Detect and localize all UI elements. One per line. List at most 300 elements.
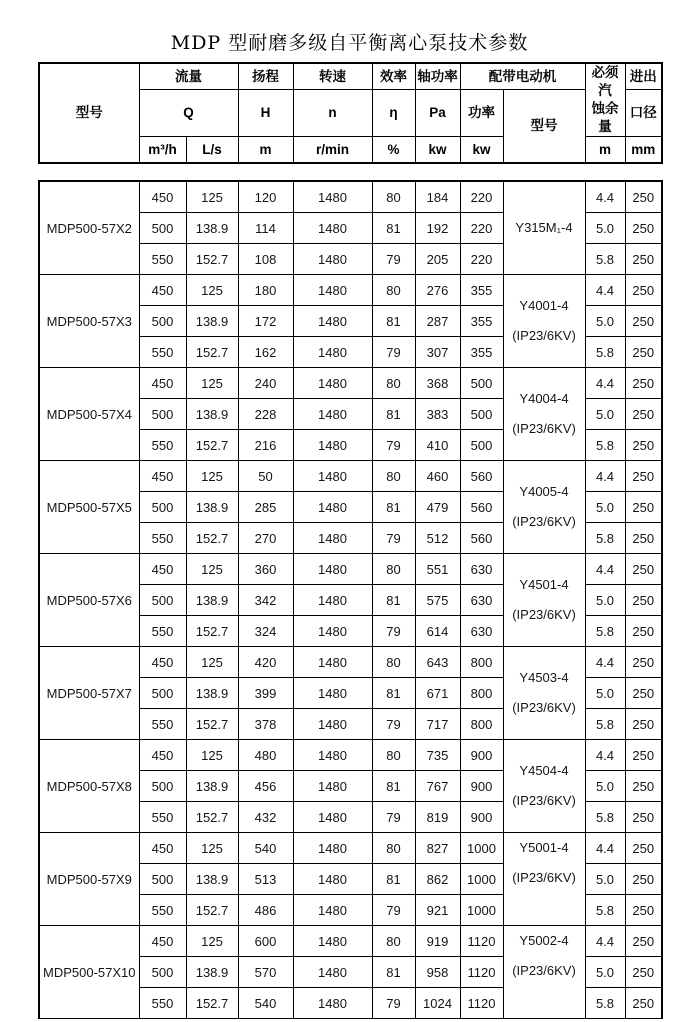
cell-q_ls: 138.9 — [186, 771, 238, 802]
header-efficiency: 效率 — [372, 63, 415, 90]
header-unit-m3h: m³/h — [139, 137, 186, 164]
cell-pa_kw: 671 — [415, 678, 460, 709]
cell-pa_kw: 287 — [415, 306, 460, 337]
header-unit-dn-mm: mm — [625, 137, 662, 164]
cell-npsh_m: 5.0 — [585, 864, 625, 895]
header-shaft-power: 轴功率 — [415, 63, 460, 90]
cell-q_m3h: 550 — [139, 523, 186, 554]
header-unit-pct: % — [372, 137, 415, 164]
cell-q_m3h: 500 — [139, 957, 186, 988]
cell-dn_mm: 250 — [625, 275, 662, 306]
cell-speed_rpm: 1480 — [293, 926, 372, 957]
cell-head_m: 228 — [238, 399, 293, 430]
cell-pa_kw: 827 — [415, 833, 460, 864]
cell-dn_mm: 250 — [625, 988, 662, 1019]
motor-model-line: Y4001-4 — [519, 298, 569, 313]
cell-head_m: 120 — [238, 181, 293, 213]
spec-table-header — [38, 62, 663, 164]
cell-dn_mm: 250 — [625, 554, 662, 585]
motor-model-line: Y5002-4 — [519, 933, 569, 948]
cell-npsh_m: 4.4 — [585, 647, 625, 678]
header-port-line2: 口径 — [625, 90, 662, 137]
cell-head_m: 114 — [238, 213, 293, 244]
cell-eta_pct: 81 — [372, 213, 415, 244]
cell-pa_kw: 614 — [415, 616, 460, 647]
cell-head_m: 600 — [238, 926, 293, 957]
cell-motor_kw: 900 — [460, 802, 503, 833]
motor-model-line: Y4004-4 — [519, 391, 569, 406]
cell-q_ls: 125 — [186, 275, 238, 306]
table-row — [39, 647, 662, 678]
cell-motor_kw: 1120 — [460, 957, 503, 988]
cell-eta_pct: 81 — [372, 492, 415, 523]
cell-pa_kw: 205 — [415, 244, 460, 275]
header-motor: 配带电动机 — [460, 63, 585, 90]
table-row — [39, 461, 662, 492]
cell-speed_rpm: 1480 — [293, 957, 372, 988]
motor-model-line: (IP23/6KV) — [512, 963, 576, 978]
cell-npsh_m: 4.4 — [585, 368, 625, 399]
cell-eta_pct: 79 — [372, 709, 415, 740]
cell-head_m: 216 — [238, 430, 293, 461]
motor-model-line: Y4005-4 — [519, 484, 569, 499]
cell-q_m3h: 550 — [139, 244, 186, 275]
cell-speed_rpm: 1480 — [293, 275, 372, 306]
cell-eta_pct: 81 — [372, 399, 415, 430]
cell-pa_kw: 307 — [415, 337, 460, 368]
cell-head_m: 540 — [238, 833, 293, 864]
cell-head_m: 342 — [238, 585, 293, 616]
cell-motor_kw: 560 — [460, 461, 503, 492]
cell-pa_kw: 184 — [415, 181, 460, 213]
cell-pump-model: MDP500-57X4 — [39, 368, 139, 461]
header-npsh — [585, 63, 625, 137]
cell-speed_rpm: 1480 — [293, 492, 372, 523]
cell-dn_mm: 250 — [625, 306, 662, 337]
cell-q_m3h: 450 — [139, 181, 186, 213]
cell-pump-model: MDP500-57X2 — [39, 181, 139, 275]
page-title: MDP 型耐磨多级自平衡离心泵技术参数 — [170, 32, 529, 54]
cell-dn_mm: 250 — [625, 213, 662, 244]
cell-q_m3h: 450 — [139, 647, 186, 678]
table-row — [39, 833, 662, 864]
cell-motor-model — [503, 368, 585, 461]
cell-eta_pct: 80 — [372, 461, 415, 492]
cell-dn_mm: 250 — [625, 926, 662, 957]
cell-speed_rpm: 1480 — [293, 368, 372, 399]
cell-q_ls: 138.9 — [186, 864, 238, 895]
cell-q_m3h: 500 — [139, 213, 186, 244]
header-row-1 — [39, 63, 662, 90]
cell-speed_rpm: 1480 — [293, 895, 372, 926]
motor-model-line: Y5001-4 — [519, 840, 569, 855]
header-head-symbol: H — [238, 90, 293, 137]
cell-q_m3h: 550 — [139, 616, 186, 647]
cell-pump-model: MDP500-57X8 — [39, 740, 139, 833]
cell-q_m3h: 500 — [139, 585, 186, 616]
cell-motor_kw: 355 — [460, 275, 503, 306]
cell-pa_kw: 368 — [415, 368, 460, 399]
cell-q_ls: 138.9 — [186, 957, 238, 988]
cell-pump-model: MDP500-57X6 — [39, 554, 139, 647]
cell-eta_pct: 81 — [372, 678, 415, 709]
cell-eta_pct: 79 — [372, 616, 415, 647]
header-unit-pa-kw: kw — [415, 137, 460, 164]
header-head: 扬程 — [238, 63, 293, 90]
cell-head_m: 50 — [238, 461, 293, 492]
cell-speed_rpm: 1480 — [293, 864, 372, 895]
cell-speed_rpm: 1480 — [293, 802, 372, 833]
cell-npsh_m: 5.8 — [585, 337, 625, 368]
header-unit-motor-kw: kw — [460, 137, 503, 164]
cell-q_m3h: 550 — [139, 895, 186, 926]
cell-pa_kw: 919 — [415, 926, 460, 957]
table-wrapper — [38, 62, 661, 1019]
cell-npsh_m: 5.8 — [585, 430, 625, 461]
cell-eta_pct: 80 — [372, 740, 415, 771]
cell-dn_mm: 250 — [625, 740, 662, 771]
cell-eta_pct: 79 — [372, 430, 415, 461]
cell-q_ls: 152.7 — [186, 988, 238, 1019]
table-row — [39, 926, 662, 957]
cell-pa_kw: 512 — [415, 523, 460, 554]
cell-eta_pct: 81 — [372, 585, 415, 616]
cell-motor_kw: 500 — [460, 430, 503, 461]
cell-q_m3h: 450 — [139, 740, 186, 771]
cell-pump-model: MDP500-57X5 — [39, 461, 139, 554]
cell-dn_mm: 250 — [625, 368, 662, 399]
cell-motor_kw: 800 — [460, 709, 503, 740]
motor-model-line: Y4504-4 — [519, 763, 569, 778]
cell-head_m: 570 — [238, 957, 293, 988]
cell-q_ls: 152.7 — [186, 337, 238, 368]
cell-q_m3h: 450 — [139, 554, 186, 585]
cell-dn_mm: 250 — [625, 585, 662, 616]
header-npsh-line2: 蚀余量 — [591, 101, 619, 134]
cell-q_ls: 125 — [186, 181, 238, 213]
cell-speed_rpm: 1480 — [293, 306, 372, 337]
cell-motor_kw: 1120 — [460, 988, 503, 1019]
header-shaft-power-symbol: Pa — [415, 90, 460, 137]
cell-speed_rpm: 1480 — [293, 833, 372, 864]
cell-q_ls: 138.9 — [186, 585, 238, 616]
cell-q_m3h: 500 — [139, 306, 186, 337]
cell-head_m: 456 — [238, 771, 293, 802]
cell-q_ls: 125 — [186, 554, 238, 585]
cell-npsh_m: 5.8 — [585, 244, 625, 275]
header-port-line1: 进出 — [625, 63, 662, 90]
motor-model-line: (IP23/6KV) — [512, 607, 576, 622]
cell-motor-model — [503, 461, 585, 554]
cell-dn_mm: 250 — [625, 492, 662, 523]
cell-head_m: 432 — [238, 802, 293, 833]
cell-q_ls: 138.9 — [186, 678, 238, 709]
motor-model-line: (IP23/6KV) — [512, 421, 576, 436]
cell-motor-model — [503, 926, 585, 1019]
header-efficiency-symbol: η — [372, 90, 415, 137]
header-flow: 流量 — [139, 63, 238, 90]
header-speed-symbol: n — [293, 90, 372, 137]
cell-motor_kw: 1000 — [460, 864, 503, 895]
cell-dn_mm: 250 — [625, 709, 662, 740]
cell-motor_kw: 355 — [460, 337, 503, 368]
cell-motor_kw: 220 — [460, 213, 503, 244]
motor-model-line: (IP23/6KV) — [512, 700, 576, 715]
cell-speed_rpm: 1480 — [293, 337, 372, 368]
cell-dn_mm: 250 — [625, 244, 662, 275]
cell-motor-model — [503, 647, 585, 740]
header-model: 型号 — [39, 63, 139, 163]
cell-eta_pct: 80 — [372, 833, 415, 864]
cell-npsh_m: 5.8 — [585, 988, 625, 1019]
cell-head_m: 378 — [238, 709, 293, 740]
cell-pa_kw: 958 — [415, 957, 460, 988]
cell-npsh_m: 5.8 — [585, 895, 625, 926]
cell-dn_mm: 250 — [625, 802, 662, 833]
cell-npsh_m: 5.8 — [585, 709, 625, 740]
cell-head_m: 162 — [238, 337, 293, 368]
cell-pa_kw: 575 — [415, 585, 460, 616]
header-speed: 转速 — [293, 63, 372, 90]
cell-speed_rpm: 1480 — [293, 709, 372, 740]
cell-speed_rpm: 1480 — [293, 585, 372, 616]
cell-q_m3h: 550 — [139, 988, 186, 1019]
cell-eta_pct: 81 — [372, 771, 415, 802]
cell-npsh_m: 5.8 — [585, 616, 625, 647]
cell-q_m3h: 550 — [139, 709, 186, 740]
cell-motor_kw: 500 — [460, 368, 503, 399]
cell-motor-model — [503, 275, 585, 368]
table-row — [39, 554, 662, 585]
cell-q_ls: 138.9 — [186, 399, 238, 430]
cell-q_m3h: 500 — [139, 678, 186, 709]
cell-motor_kw: 630 — [460, 585, 503, 616]
cell-head_m: 240 — [238, 368, 293, 399]
cell-q_m3h: 500 — [139, 492, 186, 523]
cell-q_m3h: 450 — [139, 461, 186, 492]
cell-speed_rpm: 1480 — [293, 616, 372, 647]
cell-q_m3h: 500 — [139, 864, 186, 895]
cell-pump-model: MDP500-57X9 — [39, 833, 139, 926]
cell-motor_kw: 630 — [460, 554, 503, 585]
header-unit-ls: L/s — [186, 137, 238, 164]
motor-model-line: (IP23/6KV) — [512, 793, 576, 808]
cell-dn_mm: 250 — [625, 833, 662, 864]
header-motor-model: 型号 — [503, 90, 585, 164]
table-row — [39, 275, 662, 306]
cell-q_ls: 138.9 — [186, 213, 238, 244]
cell-pa_kw: 383 — [415, 399, 460, 430]
cell-q_ls: 138.9 — [186, 492, 238, 523]
cell-q_ls: 138.9 — [186, 306, 238, 337]
table-gap — [38, 164, 661, 180]
cell-npsh_m: 5.8 — [585, 523, 625, 554]
cell-eta_pct: 79 — [372, 895, 415, 926]
cell-motor_kw: 355 — [460, 306, 503, 337]
cell-q_m3h: 550 — [139, 337, 186, 368]
cell-dn_mm: 250 — [625, 895, 662, 926]
cell-q_ls: 125 — [186, 461, 238, 492]
cell-motor-model — [503, 740, 585, 833]
cell-speed_rpm: 1480 — [293, 244, 372, 275]
cell-dn_mm: 250 — [625, 461, 662, 492]
cell-q_m3h: 450 — [139, 926, 186, 957]
cell-pa_kw: 643 — [415, 647, 460, 678]
cell-pa_kw: 767 — [415, 771, 460, 802]
cell-q_m3h: 550 — [139, 802, 186, 833]
cell-motor_kw: 1000 — [460, 833, 503, 864]
cell-speed_rpm: 1480 — [293, 213, 372, 244]
cell-speed_rpm: 1480 — [293, 554, 372, 585]
cell-motor-model — [503, 554, 585, 647]
cell-head_m: 270 — [238, 523, 293, 554]
cell-dn_mm: 250 — [625, 957, 662, 988]
cell-dn_mm: 250 — [625, 678, 662, 709]
spec-table-rows — [39, 181, 662, 1019]
cell-head_m: 108 — [238, 244, 293, 275]
cell-motor-model — [503, 181, 585, 275]
cell-npsh_m: 5.0 — [585, 585, 625, 616]
cell-eta_pct: 80 — [372, 926, 415, 957]
cell-q_m3h: 550 — [139, 430, 186, 461]
cell-head_m: 180 — [238, 275, 293, 306]
motor-model-line: (IP23/6KV) — [512, 870, 576, 885]
cell-dn_mm: 250 — [625, 771, 662, 802]
cell-q_m3h: 500 — [139, 399, 186, 430]
cell-eta_pct: 80 — [372, 554, 415, 585]
header-unit-npsh-m: m — [585, 137, 625, 164]
cell-dn_mm: 250 — [625, 399, 662, 430]
cell-q_m3h: 450 — [139, 833, 186, 864]
cell-pa_kw: 551 — [415, 554, 460, 585]
cell-eta_pct: 79 — [372, 244, 415, 275]
header-unit-m: m — [238, 137, 293, 164]
cell-pump-model: MDP500-57X3 — [39, 275, 139, 368]
cell-head_m: 540 — [238, 988, 293, 1019]
cell-pa_kw: 192 — [415, 213, 460, 244]
cell-npsh_m: 4.4 — [585, 181, 625, 213]
cell-q_ls: 152.7 — [186, 709, 238, 740]
cell-head_m: 324 — [238, 616, 293, 647]
cell-q_ls: 125 — [186, 740, 238, 771]
cell-head_m: 360 — [238, 554, 293, 585]
cell-motor-model — [503, 833, 585, 926]
cell-speed_rpm: 1480 — [293, 740, 372, 771]
cell-dn_mm: 250 — [625, 523, 662, 554]
cell-dn_mm: 250 — [625, 647, 662, 678]
cell-q_ls: 152.7 — [186, 523, 238, 554]
cell-npsh_m: 4.4 — [585, 926, 625, 957]
cell-dn_mm: 250 — [625, 430, 662, 461]
cell-motor_kw: 220 — [460, 181, 503, 213]
cell-eta_pct: 79 — [372, 802, 415, 833]
cell-motor_kw: 500 — [460, 399, 503, 430]
cell-npsh_m: 4.4 — [585, 461, 625, 492]
cell-eta_pct: 80 — [372, 368, 415, 399]
cell-q_m3h: 450 — [139, 368, 186, 399]
cell-npsh_m: 4.4 — [585, 554, 625, 585]
cell-npsh_m: 4.4 — [585, 833, 625, 864]
cell-speed_rpm: 1480 — [293, 988, 372, 1019]
cell-speed_rpm: 1480 — [293, 399, 372, 430]
cell-speed_rpm: 1480 — [293, 523, 372, 554]
header-npsh-line1: 必须汽 — [591, 65, 619, 98]
cell-npsh_m: 5.0 — [585, 213, 625, 244]
cell-motor_kw: 900 — [460, 771, 503, 802]
cell-dn_mm: 250 — [625, 616, 662, 647]
cell-motor_kw: 800 — [460, 678, 503, 709]
cell-speed_rpm: 1480 — [293, 647, 372, 678]
cell-npsh_m: 5.0 — [585, 957, 625, 988]
cell-pump-model: MDP500-57X10 — [39, 926, 139, 1019]
cell-head_m: 513 — [238, 864, 293, 895]
cell-pa_kw: 921 — [415, 895, 460, 926]
cell-head_m: 480 — [238, 740, 293, 771]
cell-q_ls: 152.7 — [186, 802, 238, 833]
cell-motor_kw: 800 — [460, 647, 503, 678]
cell-eta_pct: 81 — [372, 864, 415, 895]
cell-motor_kw: 1120 — [460, 926, 503, 957]
cell-pa_kw: 819 — [415, 802, 460, 833]
table-row — [39, 740, 662, 771]
cell-eta_pct: 80 — [372, 275, 415, 306]
cell-head_m: 399 — [238, 678, 293, 709]
cell-npsh_m: 5.0 — [585, 306, 625, 337]
document-page — [0, 28, 699, 1022]
header-motor-power: 功率 — [460, 90, 503, 137]
cell-eta_pct: 79 — [372, 337, 415, 368]
motor-model-line: Y315M₁-4 — [515, 220, 573, 235]
cell-q_m3h: 500 — [139, 771, 186, 802]
cell-pa_kw: 460 — [415, 461, 460, 492]
cell-motor_kw: 560 — [460, 523, 503, 554]
cell-motor_kw: 560 — [460, 492, 503, 523]
cell-npsh_m: 5.8 — [585, 802, 625, 833]
cell-q_ls: 152.7 — [186, 895, 238, 926]
cell-pa_kw: 479 — [415, 492, 460, 523]
cell-pa_kw: 717 — [415, 709, 460, 740]
cell-npsh_m: 4.4 — [585, 740, 625, 771]
cell-pa_kw: 1024 — [415, 988, 460, 1019]
cell-q_ls: 125 — [186, 833, 238, 864]
cell-npsh_m: 5.0 — [585, 678, 625, 709]
cell-head_m: 172 — [238, 306, 293, 337]
cell-speed_rpm: 1480 — [293, 461, 372, 492]
cell-eta_pct: 80 — [372, 181, 415, 213]
cell-motor_kw: 900 — [460, 740, 503, 771]
cell-eta_pct: 81 — [372, 957, 415, 988]
cell-pa_kw: 276 — [415, 275, 460, 306]
cell-motor_kw: 1000 — [460, 895, 503, 926]
cell-motor_kw: 220 — [460, 244, 503, 275]
cell-motor_kw: 630 — [460, 616, 503, 647]
cell-q_ls: 152.7 — [186, 430, 238, 461]
header-unit-rpm: r/min — [293, 137, 372, 164]
cell-eta_pct: 80 — [372, 647, 415, 678]
cell-pa_kw: 735 — [415, 740, 460, 771]
cell-pa_kw: 862 — [415, 864, 460, 895]
cell-eta_pct: 79 — [372, 988, 415, 1019]
cell-q_ls: 152.7 — [186, 616, 238, 647]
table-row — [39, 181, 662, 213]
cell-dn_mm: 250 — [625, 181, 662, 213]
cell-speed_rpm: 1480 — [293, 678, 372, 709]
cell-npsh_m: 4.4 — [585, 275, 625, 306]
table-row — [39, 368, 662, 399]
spec-table-body — [38, 180, 663, 1019]
cell-head_m: 285 — [238, 492, 293, 523]
cell-dn_mm: 250 — [625, 337, 662, 368]
